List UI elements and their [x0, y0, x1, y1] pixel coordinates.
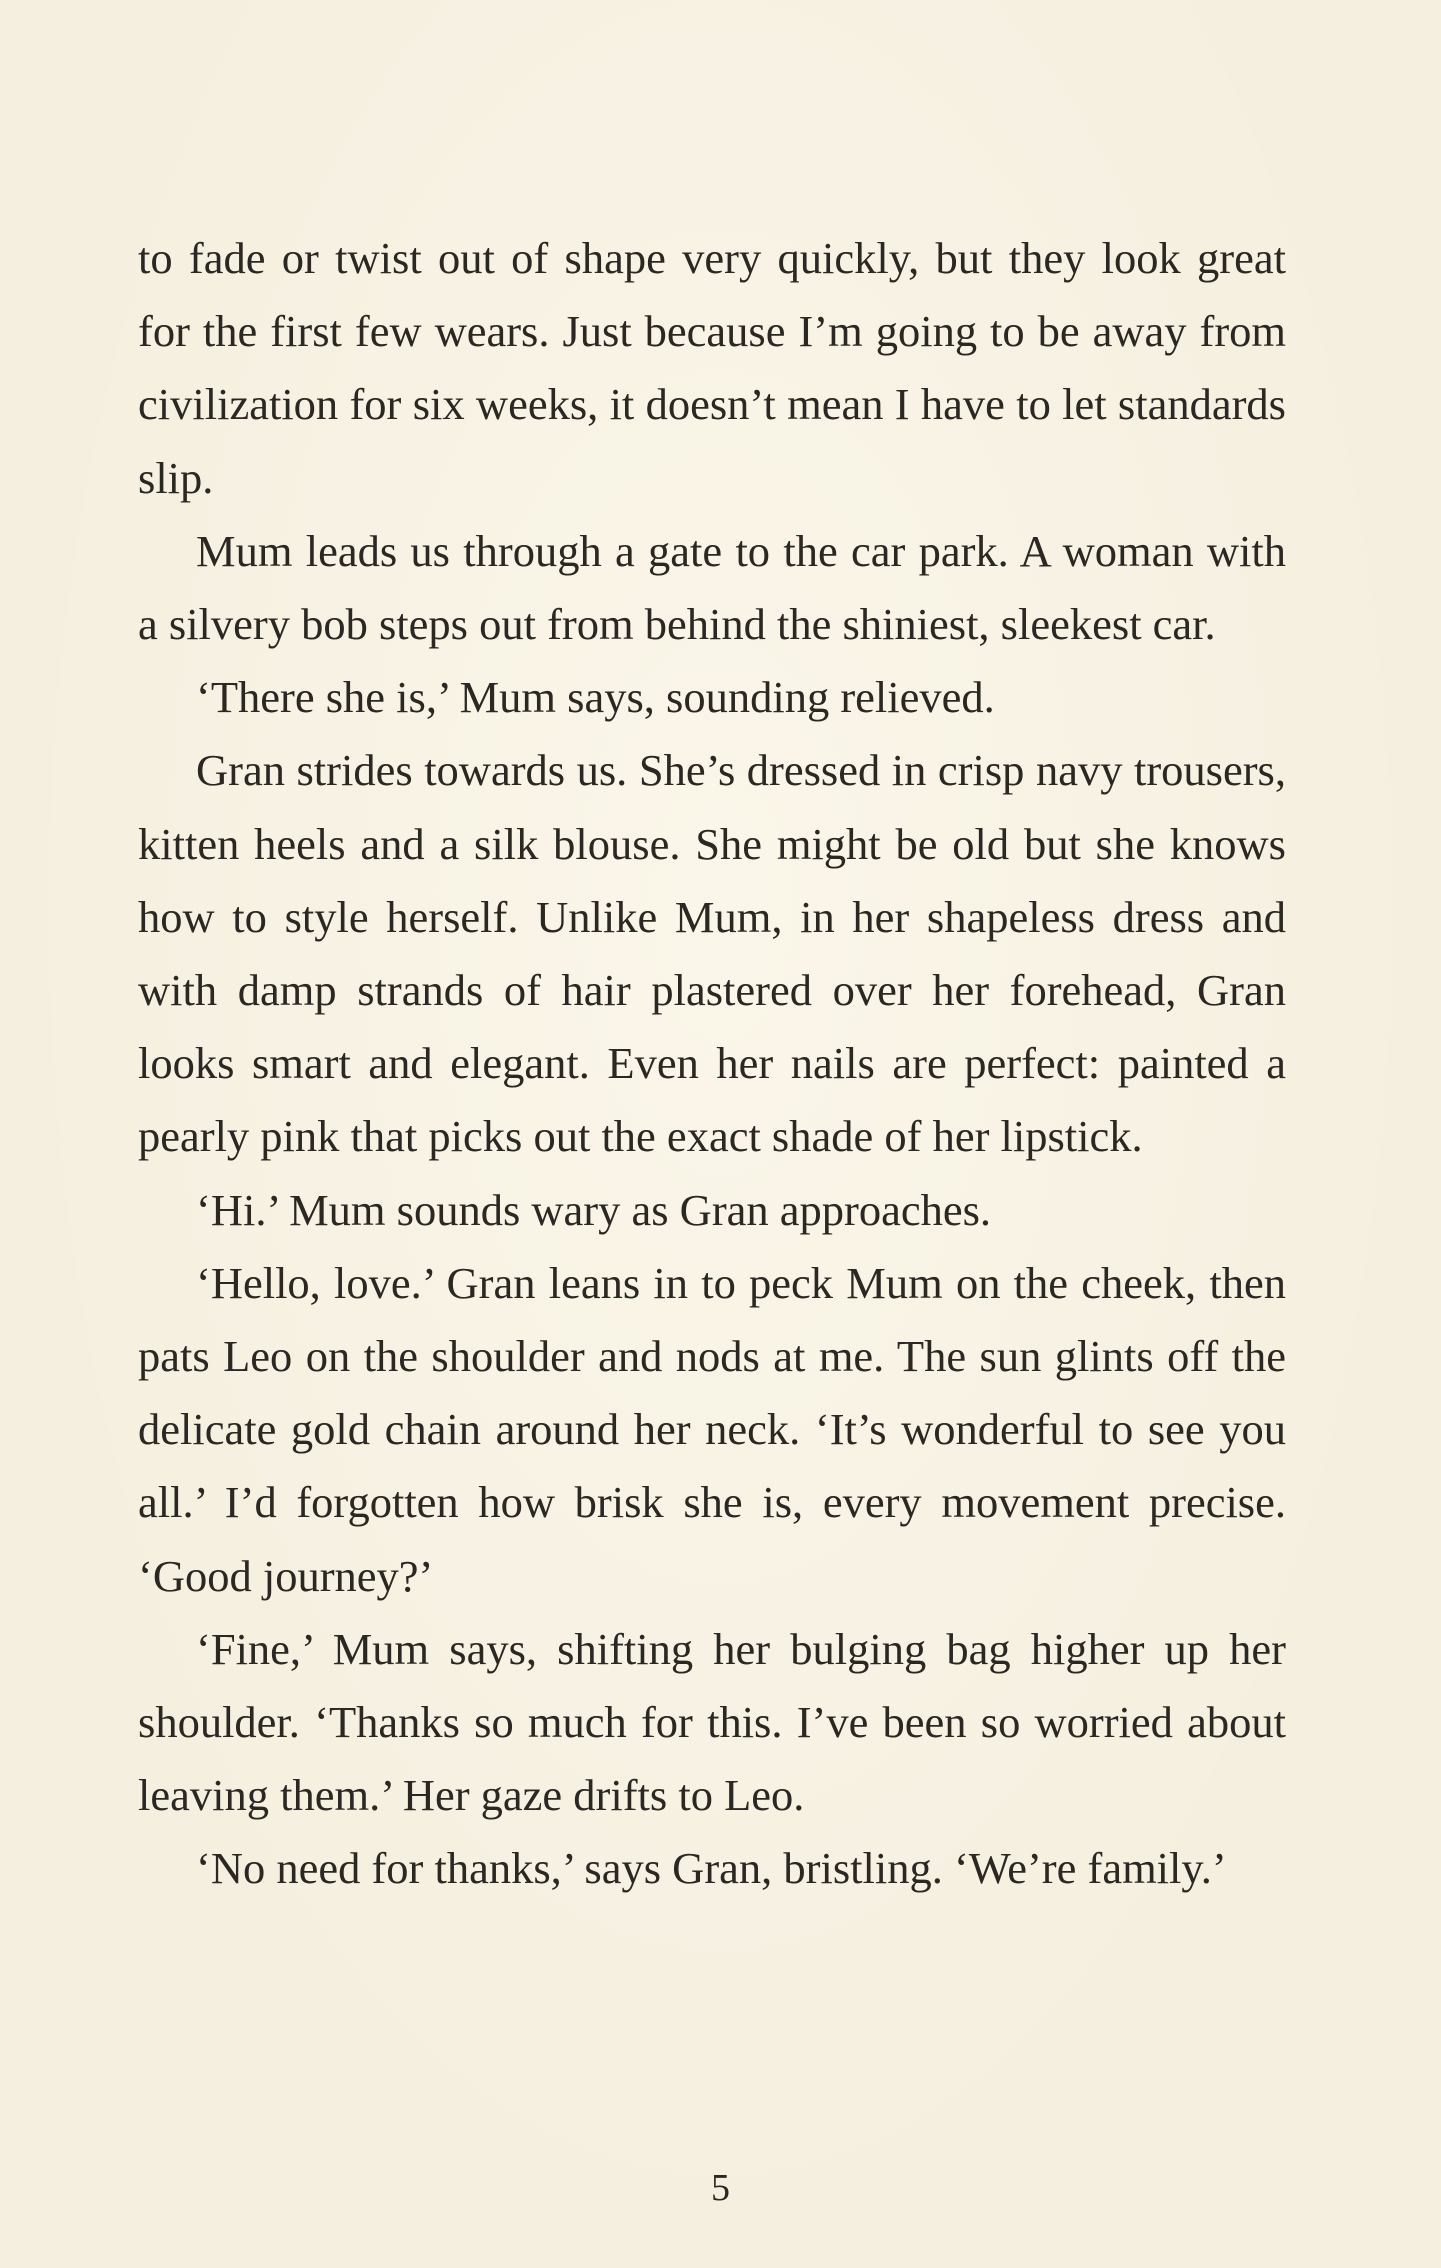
page-number: 5 [711, 2167, 730, 2209]
paragraph: ‘Hi.’ Mum sounds wary as Gran approaches. [196, 1184, 992, 1235]
paragraph: ‘Hello, love.’ Gran leans in to peck Mum on the cheek, then pats Leo on the shoulder and nods at me. The sun glints off the delicate gold chain around her neck. ‘It’s wonderful to see you all.’ I’d forgotten how brisk she is, every movement precise. ‘Good journey?’ [138, 1257, 1286, 1601]
paragraph: Mum leads us through a gate to the car park. A woman with a silvery bob steps out from behind the shiniest, sleekest car. [138, 525, 1286, 650]
paragraph-continuation: to fade or twist out of shape very quickly, but they look great for the first few wears. Just because I’m going to be away from civilization for six weeks, it doesn’t mean I have to let standards slip. [138, 233, 1286, 503]
paragraph: Gran strides towards us. She’s dressed in crisp navy trousers, kitten heels and a silk blouse. She might be old but she knows how to style herself. Unlike Mum, in her shapeless dress and with damp strands of hair plastered over her forehead, Gran looks smart and elegant. Even her nails are perfect: painted a pearly pink that picks out the exact shade of her lipstick. [138, 745, 1286, 1162]
paragraph: ‘There she is,’ Mum says, sounding relieved. [196, 672, 995, 723]
body-text [138, 222, 1286, 1906]
paragraph: ‘No need for thanks,’ says Gran, bristling. ‘We’re family.’ [196, 1843, 1227, 1894]
paragraph: ‘Fine,’ Mum says, shifting her bulging bag higher up her shoulder. ‘Thanks so much for this. I’ve been so worried about leaving them.’ Her gaze drifts to Leo. [138, 1623, 1286, 1821]
